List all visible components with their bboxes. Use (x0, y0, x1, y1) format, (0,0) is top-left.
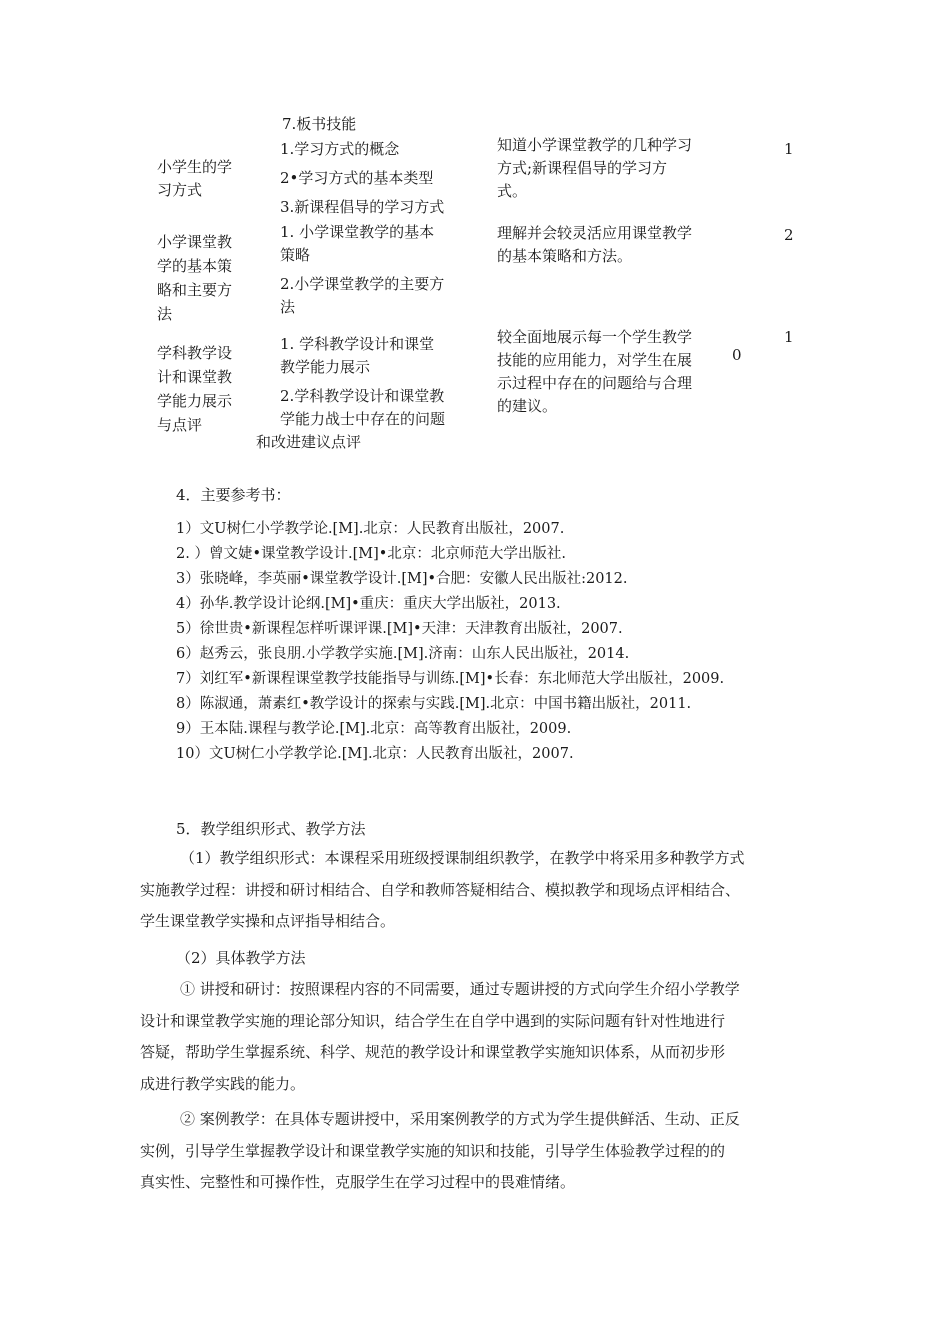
reference-item: 2. ）曾文婕•课堂教学设计.[M]•北京：北京师范大学出版社. (176, 546, 566, 562)
reference-item: 3）张晓峰，李英丽•课堂教学设计.[M]•合肥：安徽人民出版社:2012. (176, 571, 628, 587)
references-heading: 4．主要参考书： (176, 486, 291, 504)
specific-methods-heading: （2）具体教学方法 (176, 949, 306, 967)
reference-item: 8）陈淑通，萧素红•教学设计的探索与实践.[M].北京：中国书籍出版社，2011. (176, 696, 692, 712)
content-cell: 1.学习方式的概念 2•学习方式的基本类型 3.新课程倡导的学习方式 (280, 140, 445, 216)
org-form-paragraph: （1）教学组织形式：本课程采用班级授课制组织教学，在教学中将采用多种教学方式 实施教学过程：讲授和研讨相结合、自学和教师答疑相结合、模拟教学和现场点评相结合、 学生课堂教学实操和点评指导相结合。 (140, 849, 745, 930)
hours-cell: 2 (784, 226, 794, 244)
table-carry-over-line: 7.板书技能 (282, 115, 357, 133)
content-cell: 1. 小学课堂教学的基本 策略 2.小学课堂教学的主要方 法 (280, 223, 445, 316)
reference-item: 9）王本陆.课程与教学论.[M].北京：高等教育出版社，2009. (176, 721, 572, 737)
method2-paragraph: ② 案例教学：在具体专题讲授中，采用案例教学的方式为学生提供鲜活、生动、正反 实例，引导学生掌握教学设计和课堂教学实施的知识和技能，引导学生体验教学过程的的 真实性、完整性和可操作性，克服学生在学习过程中的畏难情绪。 (140, 1110, 740, 1191)
requirement-cell: 理解并会较灵活应用课堂教学 的基本策略和方法。 (497, 224, 693, 265)
reference-item: 1）文U树仁小学教学论.[M].北京：人民教育出版社，2007. (176, 521, 565, 537)
method1-paragraph: ① 讲授和研讨：按照课程内容的不同需要，通过专题讲授的方式向学生介绍小学教学 设计和课堂教学实施的理论部分知识，结合学生在自学中遇到的实际问题有针对性地进行 答疑，帮助学生掌握系统、科学、规范的教学设计和课堂教学实施知识体系，从而初步形 成进行教学实践的能力。 (140, 980, 740, 1093)
extra-cell: 0 (732, 346, 742, 364)
reference-item: 7）刘红军•新课程课堂教学技能指导与训练.[M]•长春：东北师范大学出版社，2009. (176, 671, 725, 687)
reference-item: 10）文U树仁小学教学论.[M].北京：人民教育出版社，2007. (176, 746, 574, 762)
requirement-cell: 较全面地展示每一个学生教学 技能的应用能力，对学生在展 示过程中存在的问题给与合理 的建议。 (497, 328, 693, 415)
hours-cell: 1 (784, 140, 794, 158)
reference-item: 4）孙华.教学设计论纲.[M]•重庆：重庆大学出版社，2013. (176, 596, 561, 612)
topic-cell: 小学生的学 习方式 (157, 158, 233, 199)
reference-item: 5）徐世贵•新课程怎样听课评课.[M]•天津：天津教育出版社，2007. (176, 621, 623, 637)
methods-heading: 5．教学组织形式、教学方法 (176, 820, 366, 838)
hours-cell: 1 (784, 328, 794, 346)
requirement-cell: 知道小学课堂教学的几种学习 方式;新课程倡导的学习方 式。 (497, 136, 693, 200)
content-cell: 1. 学科教学设计和课堂 教学能力展示 2.学科教学设计和课堂教 学能力战士中存在的问题 和改进建议点评 (256, 335, 446, 451)
topic-cell: 学科教学设 计和课堂教 学能力展示 与点评 (157, 344, 233, 434)
topic-cell: 小学课堂教 学的基本策 略和主要方 法 (157, 233, 233, 323)
reference-item: 6）赵秀云，张良朋.小学教学实施.[M].济南：山东人民出版社，2014. (176, 646, 630, 662)
